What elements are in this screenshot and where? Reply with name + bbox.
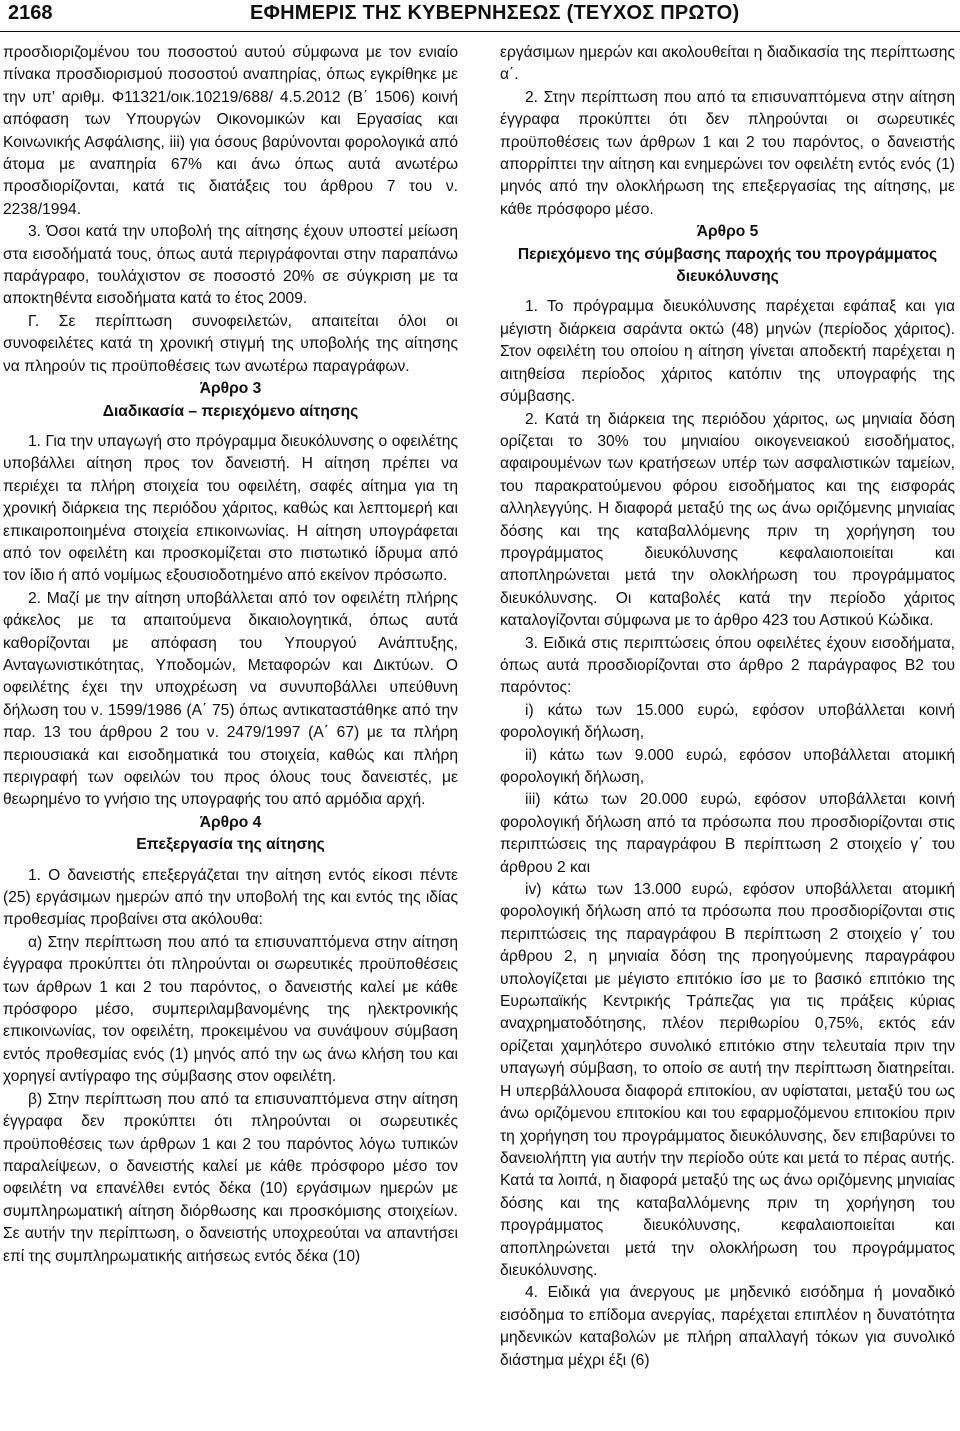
paragraph: προσδιοριζομένου του ποσοστού αυτού σύμφωνα με τον ενιαίο πίνακα προσδιορισμού ποσοστού αναπηρίας, όπως εγκρίθηκε με την υπ’ αριθμ. Φ11321/οικ.10219/688/ 4.5.2012 (Β΄ 1506) κοινή απόφαση των Υπουργών Οικονομικών και Εργασίας και Κοινωνικής Ασφάλισης, iii) για όσους βαρύνονται φορολογικά από άτομα με αναπηρία 67% και άνω όπως αυτά ανωτέρω προσδιορίζονται, κατά τις διατάξεις του άρθρου 7 του ν. 2238/1994. xyxy=(3,44,458,218)
article-4-subtitle: Επεξεργασία της αίτησης xyxy=(136,836,325,854)
right-column xyxy=(500,42,955,1372)
paragraph: Γ. Σε περίπτωση συνοφειλετών, απαιτείται όλοι οι συνοφειλέτες κατά τη χρονική στιγμή της υποβολής της αίτησης να πληρούν τις προϋποθέσεις των ανωτέρω παραγράφων. xyxy=(3,312,458,375)
journal-title: ΕΦΗΜΕΡΙΣ ΤΗΣ ΚΥΒΕΡΝΗΣΕΩΣ (ΤΕΥΧΟΣ ΠΡΩΤΟ) xyxy=(250,2,740,24)
article-3-subtitle: Διαδικασία – περιεχόμενο αίτησης xyxy=(102,402,359,420)
paragraph: iii) κάτω των 20.000 ευρώ, εφόσον υποβάλλεται κοινή φορολογική δήλωση από τα πρόσωπα που προσδιορίζονται στις περιπτώσεις της παραγράφου Β περίπτωση 2 στοιχείο γ΄ του άρθρου 2 και xyxy=(500,791,955,876)
article-4-title: Άρθρο 4 xyxy=(199,813,262,831)
article-5-subtitle: Περιεχόμενο της σύμβασης παροχής του προγράμματος διευκόλυνσης xyxy=(517,245,938,286)
paragraph: α) Στην περίπτωση που από τα επισυναπτόμενα στην αίτηση έγγραφα προκύπτει ότι πληρούνται οι σωρευτικές προϋποθέσεις των άρθρων 1 και 2 του παρόντος, ο δανειστής καλεί με κάθε πρόσφορο μέσο, συμπεριλαμβανομένης της ηλεκτρονικής επικοινωνίας, τον οφειλέτη, προκειμένου να συνάψουν σύμβαση εντός προθεσμίας ενός (1) μηνός από την ως άνω κλήση του και χορηγεί αντίγραφο της σύμβασης στον οφειλέτη. xyxy=(3,933,458,1086)
article-5-title: Άρθρο 5 xyxy=(696,223,759,241)
paragraph: εργάσιμων ημερών και ακολουθείται η διαδικασία της περίπτωσης α΄. xyxy=(500,44,955,84)
paragraph: 3. Όσοι κατά την υποβολή της αίτησης έχουν υποστεί μείωση στα εισοδήματά τους, όπως αυτά περιγράφονται στην παραπάνω παράγραφο, τουλάχιστον σε ποσοστό 20% σε σύγκριση με τα αποκτηθέντα εισοδήματα κατά το έτος 2009. xyxy=(3,223,458,308)
header-rule xyxy=(0,31,960,32)
page-header xyxy=(0,0,960,30)
paragraph: iv) κάτω των 13.000 ευρώ, εφόσον υποβάλλεται ατομική φορολογική δήλωση από τα πρόσωπα που προσδιορίζονται στις περιπτώσεις της παραγράφου Β περίπτωση 2 στοιχείο γ΄ του άρθρου 2, η μηνιαία δόση της προηγούμενης παραγράφου υπολογίζεται με μέγιστο επιτόκιο ίσο με το βασικό επιτόκιο της Ευρωπαϊκής Κεντρικής Τράπεζας για τις πράξεις κύριας αναχρηματοδότησης, πλέον περιθωρίου 0,75%, εκτός εάν ορίζεται χαμηλότερο συνολικό επιτόκιο στην τελευταία πριν την υπαγωγή σύμβαση, το οποίο σε αυτή την περίπτωση διατηρείται. Η υπερβάλλουσα διαφορά επιτοκίου, αν υφίσταται, μεταξύ του ως άνω οριζόμενου επιτοκίου και του εφαρμοζόμενου επιτοκίου πριν τη χορήγηση του προγράμματος διευκόλυνσης, δεν επιβαρύνει το δανειολήπτη για αυτήν την περίοδο ούτε και μετά το πέρας αυτής. Κατά τα λοιπά, η διαφορά μεταξύ της ως άνω οριζόμενης μηνιαίας δόσης και της καταβαλλόμενης πριν τη χορήγηση του προγράμματος διευκόλυνσης, κεφαλαιοποιείται και αποπληρώνεται μετά την ολοκλήρωση του προγράμματος διευκόλυνσης. xyxy=(500,881,955,1279)
paragraph: 2. Στην περίπτωση που από τα επισυναπτόμενα στην αίτηση έγγραφα προκύπτει ότι δεν πληρούνται οι σωρευτικές προϋποθέσεις των άρθρων 1 και 2 του παρόντος, ο δανειστής απορρίπτει την αίτηση και ενημερώνει τον οφειλέτη εντός ενός (1) μηνός από την ολοκλήρωση της επεξεργασίας της αίτησης, με κάθε πρόσφορο μέσο. xyxy=(500,88,955,218)
article-3-title: Άρθρο 3 xyxy=(199,380,262,398)
paragraph: 1. Το πρόγραμμα διευκόλυνσης παρέχεται εφάπαξ και για μέγιστη διάρκεια σαράντα οκτώ (48) μηνών (περίοδος χάριτος). Στον οφειλέτη του οποίου η αίτηση γίνεται αποδεκτή παρέχεται η αιτηθείσα περίοδος χάριτος κατόπιν της υπογραφής της σύμβασης. xyxy=(500,298,955,406)
paragraph: 2. Κατά τη διάρκεια της περιόδου χάριτος, ως μηνιαία δόση ορίζεται το 30% του μηνιαίου οικογενειακού εισοδήματος, αφαιρουμένων των κρατήσεων υπέρ των ασφαλιστικών ταμείων, του παρακρατούμενου φόρου εισοδήματος και της εισφοράς αλληλεγγύης. Η διαφορά μεταξύ της ως άνω οριζόμενης μηνιαίας δόσης και της καταβαλλόμενης πριν τη χορήγηση του προγράμματος διευκόλυνσης κεφαλαιοποιείται και αποπληρώνεται μετά την ολοκλήρωση του προγράμματος διευκόλυνσης. Οι καταβολές κατά την περίοδο χάριτος καταλογίζονται σύμφωνα με το άρθρο 423 του Αστικού Κώδικα. xyxy=(500,410,955,630)
paragraph: ii) κάτω των 9.000 ευρώ, εφόσον υποβάλλεται ατομική φορολογική δήλωση, xyxy=(500,746,955,786)
paragraph: 4. Ειδικά για άνεργους με μηδενικό εισόδημα ή μοναδικό εισόδημα το επίδομα ανεργίας, παρέχεται επιπλέον η δυνατότητα μηδενικών καταβολών με πλήρη απαλλαγή τόκων για συνολικό διάστημα μέχρι έξι (6) xyxy=(500,1284,955,1369)
paragraph: 3. Ειδικά στις περιπτώσεις όπου οφειλέτες έχουν εισοδήματα, όπως αυτά προσδιορίζονται στο άρθρο 2 παράγραφος Β2 του παρόντος: xyxy=(500,634,955,697)
paragraph: 1. Για την υπαγωγή στο πρόγραμμα διευκόλυνσης ο οφειλέτης υποβάλλει αίτηση προς τον δανειστή. Η αίτηση πρέπει να περιέχει τα πλήρη στοιχεία του οφειλέτη, σαφές αίτημα για τη χρονική διάρκεια της περιόδου χάριτος, καθώς και λεπτομερή και επικαιροποιημένα στοιχεία επικοινωνίας. Η αίτηση υπογράφεται από τον οφειλέτη και προσκομίζεται στο πιστωτικό ίδρυμα από τον ίδιο ή από νομίμως εξουσιοδοτημένο από εκείνον πρόσωπο. xyxy=(3,432,458,585)
paragraph: i) κάτω των 15.000 ευρώ, εφόσον υποβάλλεται κοινή φορολογική δήλωση, xyxy=(500,701,955,742)
left-column xyxy=(3,42,458,1268)
paragraph: β) Στην περίπτωση που από τα επισυναπτόμενα στην αίτηση έγγραφα δεν προκύπτει ότι πληρούνται οι σωρευτικές προϋποθέσεις των άρθρων 1 και 2 του παρόντος λόγω τυπικών παραλείψεων, ο δανειστής καλεί με κάθε πρόσφορο μέσο τον οφειλέτη να επανέλθει εντός δέκα (10) εργάσιμων ημερών με συμπληρωματική αίτηση διόρθωσης και προσκόμισης στοιχείων. Σε αυτήν την περίπτωση, ο δανειστής υποχρεούται να απαντήσει επί της συμπληρωματικής αιτήσεως εντός δέκα (10) xyxy=(3,1090,458,1265)
paragraph: 2. Μαζί με την αίτηση υποβάλλεται από τον οφειλέτη πλήρης φάκελος με τα απαιτούμενα δικαιολογητικά, όπως αυτά καθορίζονται με απόφαση του Υπουργού Ανάπτυξης, Ανταγωνιστικότητας, Υποδομών, Μεταφορών και Δικτύων. Ο οφειλέτης έχει την υποχρέωση να συνυποβάλλει υπεύθυνη δήλωση του ν. 1599/1986 (Α΄ 75) όπως αντικαταστάθηκε από την παρ. 13 του άρθρου 2 του ν. 2479/1997 (Α΄ 67) με τα πλήρη περιουσιακά και εισοδηματικά του στοιχεία, καθώς και πλήρη περιγραφή των οφειλών του προς όλους τους δανειστές, με θεωρημένο το γνήσιο της υπογραφής του από αρμόδια αρχή. xyxy=(3,589,458,809)
page-number: 2168 xyxy=(8,2,53,24)
paragraph: 1. Ο δανειστής επεξεργάζεται την αίτηση εντός είκοσι πέντε (25) εργάσιμων ημερών από την υποβολή της και εντός της ιδίας προθεσμίας προβαίνει στα ακόλουθα: xyxy=(3,866,458,929)
